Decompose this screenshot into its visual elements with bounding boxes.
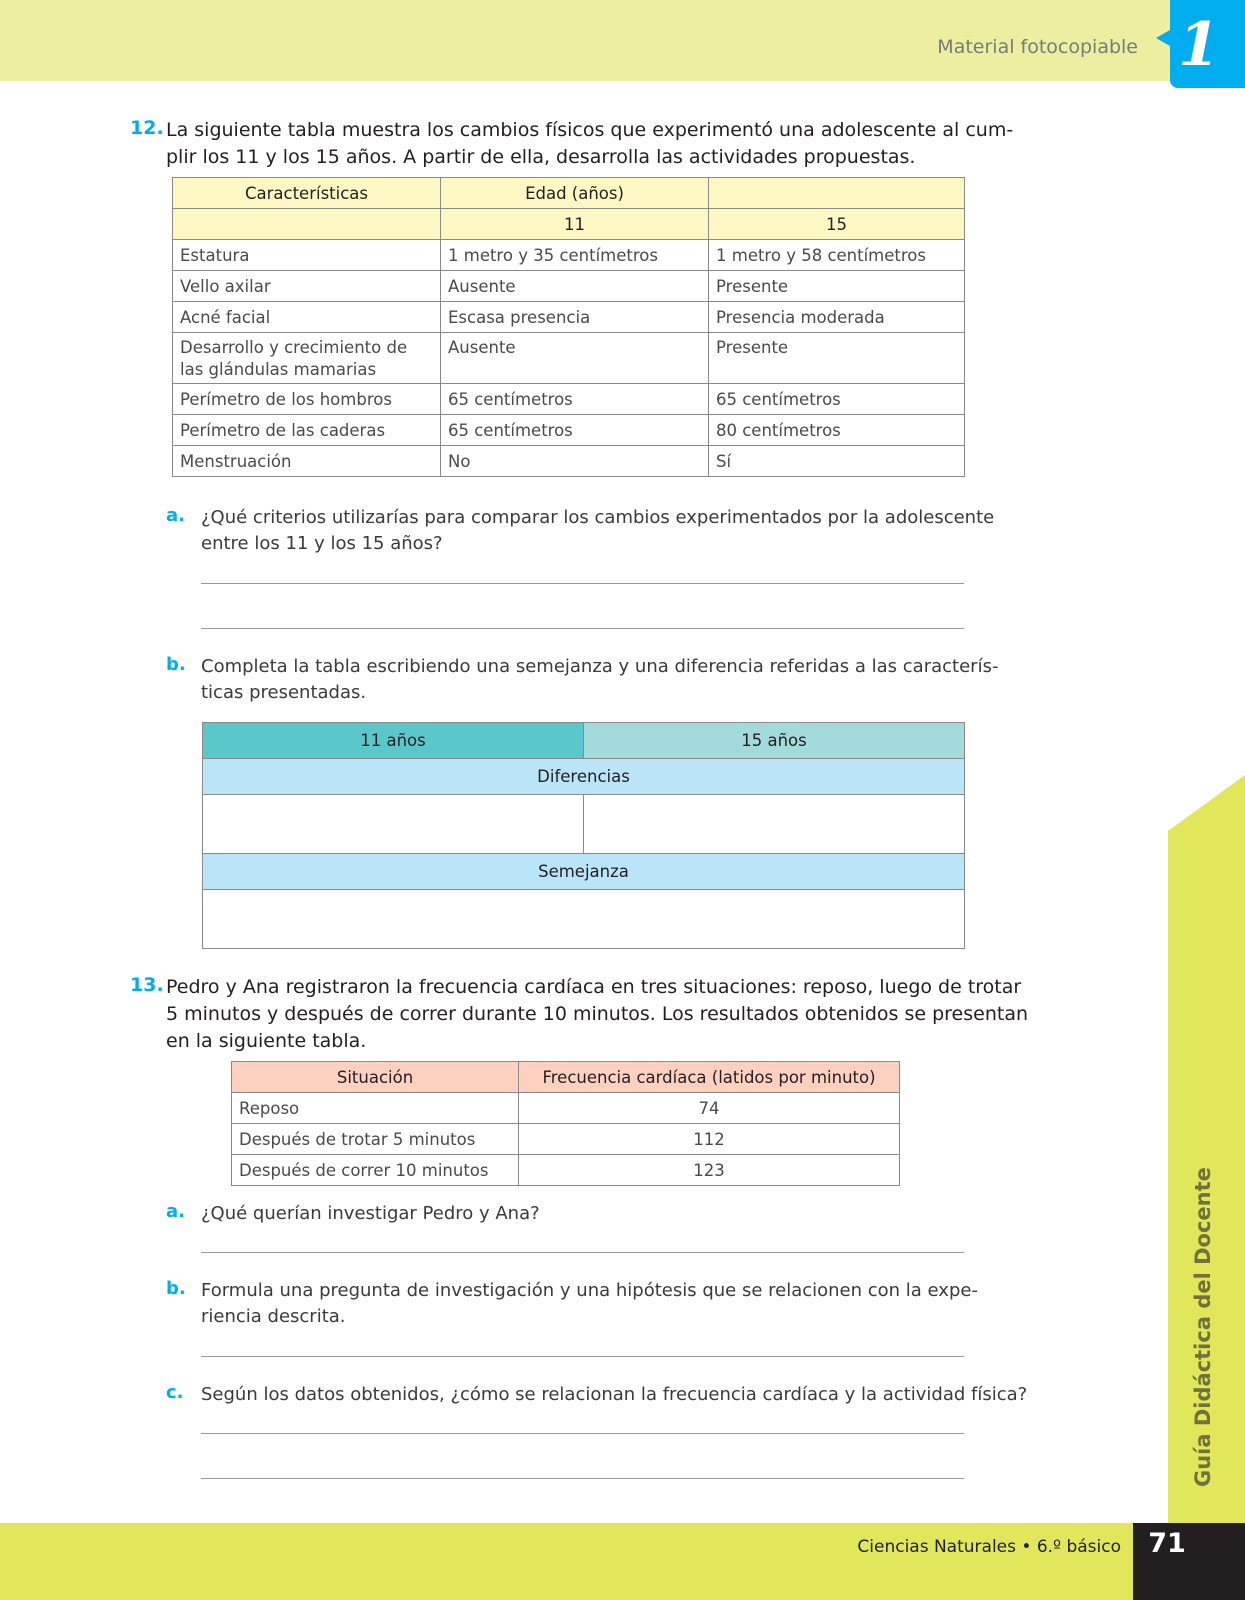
table-cell: 65 centímetros <box>441 384 709 415</box>
question-number: 12. <box>130 117 164 139</box>
subquestion-text-line: Según los datos obtenidos, ¿cómo se relacionan la frecuencia cardíaca y la actividad física? <box>201 1384 1028 1405</box>
subquestion-text-line: Formula una pregunta de investigación y una hipótesis que se relacionen con la expe- <box>201 1280 978 1301</box>
table-cell: 65 centímetros <box>709 384 965 415</box>
chapter-number: 1 <box>1178 10 1220 80</box>
subquestion-text-line: entre los 11 y los 15 años? <box>201 533 443 554</box>
table-row <box>173 446 965 477</box>
table-header-row <box>203 723 965 759</box>
table-row <box>203 890 965 949</box>
answer-line[interactable] <box>201 1478 964 1479</box>
table-row <box>173 384 965 415</box>
sidebar-label: Guía Didáctica del Docente <box>1191 1167 1215 1487</box>
subquestion-letter: a. <box>166 505 185 526</box>
answer-cell[interactable] <box>584 795 965 854</box>
table-row <box>203 759 965 795</box>
subquestion-text-line: riencia descrita. <box>201 1306 346 1327</box>
table-cell: Reposo <box>232 1093 519 1124</box>
table-row <box>203 854 965 890</box>
table-header-cell: 11 años <box>203 723 584 759</box>
footer-bar <box>0 1523 1245 1600</box>
subquestion-letter: c. <box>166 1382 184 1403</box>
table-row <box>173 302 965 333</box>
table-subheader-row <box>173 209 965 240</box>
answer-cell[interactable] <box>203 795 584 854</box>
table-row <box>173 271 965 302</box>
table-cell: Escasa presencia <box>441 302 709 333</box>
table-header-cell: Edad (años) <box>441 178 709 209</box>
table-cell: 112 <box>519 1124 900 1155</box>
table-row <box>232 1093 900 1124</box>
answer-cell[interactable] <box>203 890 965 949</box>
table-cell: Desarrollo y crecimiento de las glándulas mamarias <box>173 333 441 384</box>
answer-line[interactable] <box>201 583 964 584</box>
answer-line[interactable] <box>201 628 964 629</box>
table-row <box>232 1124 900 1155</box>
comparison-table <box>202 722 965 949</box>
table-cell: 65 centímetros <box>441 415 709 446</box>
table-cell: 74 <box>519 1093 900 1124</box>
table-cell: Ausente <box>441 333 709 384</box>
table-header-cell: 15 <box>709 209 965 240</box>
question-text-line: plir los 11 y los 15 años. A partir de ella, desarrolla las actividades propuestas. <box>166 146 916 168</box>
table-cell: Estatura <box>173 240 441 271</box>
table-cell: Presencia moderada <box>709 302 965 333</box>
table-cell: Sí <box>709 446 965 477</box>
question-text-line: La siguiente tabla muestra los cambios físicos que experimentó una adolescente al cum- <box>166 119 1014 141</box>
table-cell: Menstruación <box>173 446 441 477</box>
table-cell: 1 metro y 58 centímetros <box>709 240 965 271</box>
table-header-cell: Situación <box>232 1062 519 1093</box>
table-row <box>173 333 965 384</box>
table-cell: 1 metro y 35 centímetros <box>441 240 709 271</box>
subquestion-letter: b. <box>166 1278 186 1299</box>
table-header-cell: 15 años <box>584 723 965 759</box>
header-label: Material fotocopiable <box>937 36 1138 58</box>
sidebar-corner <box>1168 775 1245 831</box>
table-cell: Presente <box>709 333 965 384</box>
table-row <box>232 1155 900 1186</box>
table-cell: Vello axilar <box>173 271 441 302</box>
subquestion-text-line: Completa la tabla escribiendo una semejanza y una diferencia referidas a las caracterís- <box>201 656 999 677</box>
table-header-cell: Características <box>173 178 441 209</box>
subquestion-letter: a. <box>166 1201 185 1222</box>
table-header-cell <box>173 209 441 240</box>
table-cell: Ausente <box>441 271 709 302</box>
physical-changes-table <box>172 177 965 477</box>
table-cell: 123 <box>519 1155 900 1186</box>
question-text-line: Pedro y Ana registraron la frecuencia cardíaca en tres situaciones: reposo, luego de trotar <box>166 976 1022 998</box>
subquestion-text-line: ticas presentadas. <box>201 682 367 703</box>
similarity-header: Semejanza <box>203 854 965 890</box>
table-header-row <box>173 178 965 209</box>
table-header-cell: Frecuencia cardíaca (latidos por minuto) <box>519 1062 900 1093</box>
heart-rate-table <box>231 1061 900 1186</box>
table-row <box>173 240 965 271</box>
table-cell: No <box>441 446 709 477</box>
table-cell: Perímetro de los hombros <box>173 384 441 415</box>
table-cell: Acné facial <box>173 302 441 333</box>
table-row <box>173 415 965 446</box>
footer-subject: Ciencias Naturales • 6.º básico <box>857 1537 1121 1557</box>
table-header-cell <box>709 178 965 209</box>
subquestion-text-line: ¿Qué querían investigar Pedro y Ana? <box>201 1203 540 1224</box>
question-text-line: en la siguiente tabla. <box>166 1030 367 1052</box>
table-cell: Perímetro de las caderas <box>173 415 441 446</box>
page-number: 71 <box>1148 1528 1186 1559</box>
table-header-cell: 11 <box>441 209 709 240</box>
table-cell: 80 centímetros <box>709 415 965 446</box>
table-cell: Después de correr 10 minutos <box>232 1155 519 1186</box>
question-text-line: 5 minutos y después de correr durante 10 minutos. Los resultados obtenidos se presentan <box>166 1003 1029 1025</box>
question-number: 13. <box>130 974 164 996</box>
table-header-row <box>232 1062 900 1093</box>
differences-header: Diferencias <box>203 759 965 795</box>
table-row <box>203 795 965 854</box>
subquestion-letter: b. <box>166 654 186 675</box>
answer-line[interactable] <box>201 1433 964 1434</box>
answer-line[interactable] <box>201 1252 964 1253</box>
answer-line[interactable] <box>201 1356 964 1357</box>
table-cell: Después de trotar 5 minutos <box>232 1124 519 1155</box>
table-cell: Presente <box>709 271 965 302</box>
subquestion-text-line: ¿Qué criterios utilizarías para comparar los cambios experimentados por la adolescente <box>201 507 995 528</box>
